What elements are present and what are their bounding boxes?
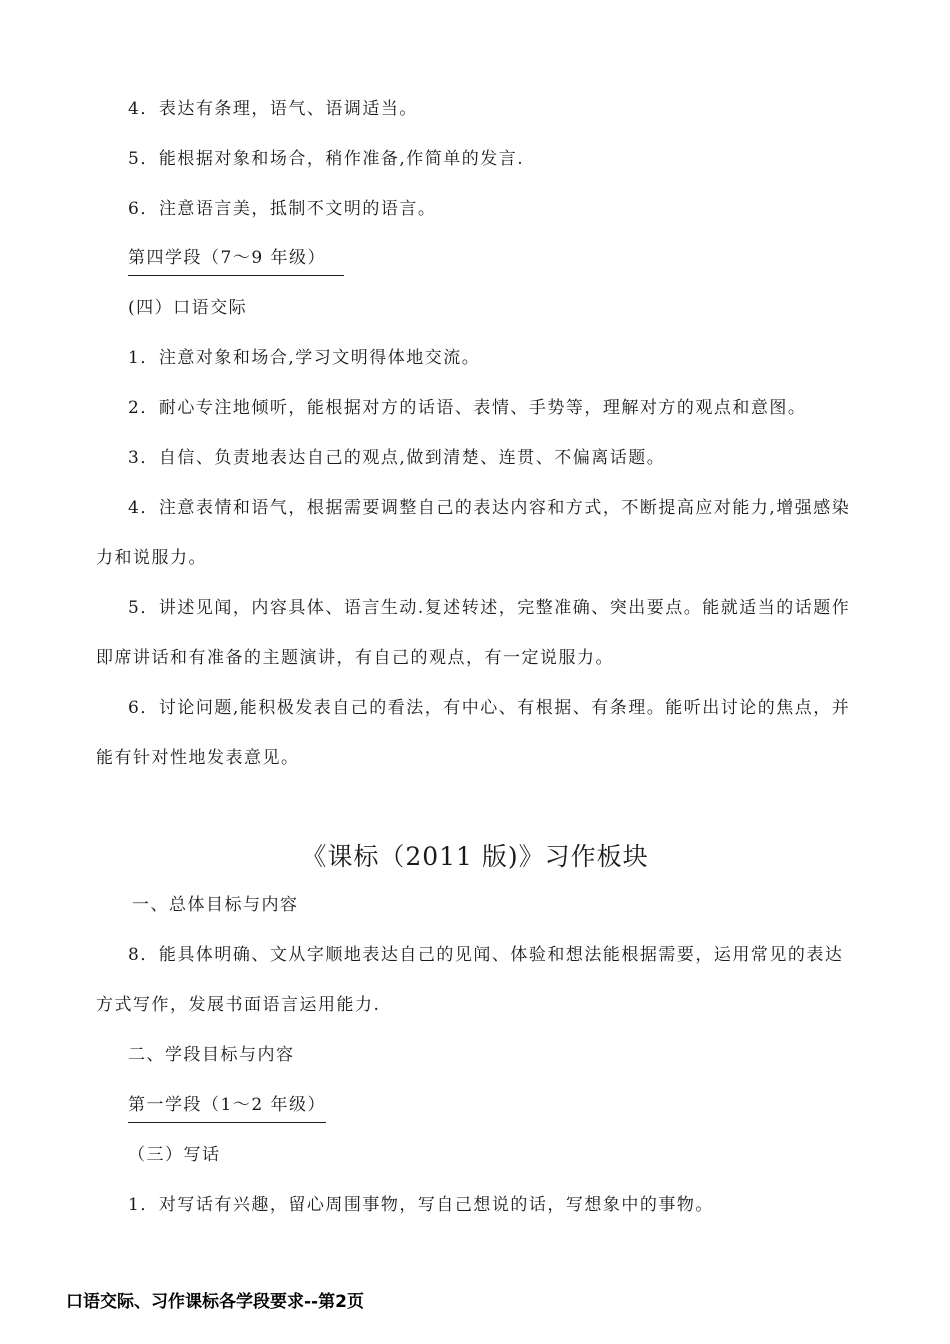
heading: 二、学段目标与内容 xyxy=(128,1045,295,1065)
section-title: 《课标（2011 版)》习作板块 xyxy=(301,842,649,871)
list-item: 8．能具体明确、文从字顺地表达自己的见闻、体验和想法能根据需要，运用常见的表达方式写作，发展书面语言运用能力. xyxy=(96,945,844,1015)
list-item: 2．耐心专注地倾听，能根据对方的话语、表情、手势等，理解对方的观点和意图。 xyxy=(128,398,807,418)
stage-heading: 第四学段（7～9 年级） xyxy=(128,246,344,276)
stage-heading: 第一学段（1～2 年级） xyxy=(128,1093,326,1123)
paragraph: 6．注意语言美，抵制不文明的语言。 xyxy=(128,199,437,219)
list-item: 3．自信、负责地表达自己的观点,做到清楚、连贯、不偏离话题。 xyxy=(128,448,666,468)
list-item: 1．对写话有兴趣，留心周围事物，写自己想说的话，写想象中的事物。 xyxy=(128,1195,714,1215)
section-heading: （三）写话 xyxy=(128,1145,221,1165)
section-heading: (四）口语交际 xyxy=(128,298,248,318)
heading: 一、总体目标与内容 xyxy=(132,895,299,915)
list-item: 5．讲述见闻，内容具体、语言生动.复述转述，完整准确、突出要点。能就适当的话题作即席讲话和有准备的主题演讲，有自己的观点，有一定说服力。 xyxy=(96,598,851,668)
list-item: 1．注意对象和场合,学习文明得体地交流。 xyxy=(128,348,481,368)
list-item: 4．注意表情和语气，根据需要调整自己的表达内容和方式，不断提高应对能力,增强感染力和说服力。 xyxy=(96,498,851,568)
page-footer: 口语交际、习作课标各学段要求--第2页 xyxy=(66,1292,364,1312)
list-item: 6．讨论问题,能积极发表自己的看法，有中心、有根据、有条理。能听出讨论的焦点，并能有针对性地发表意见。 xyxy=(96,698,851,768)
paragraph: 5．能根据对象和场合，稍作准备,作简单的发言. xyxy=(128,149,525,169)
paragraph: 4．表达有条理，语气、语调适当。 xyxy=(128,99,418,119)
